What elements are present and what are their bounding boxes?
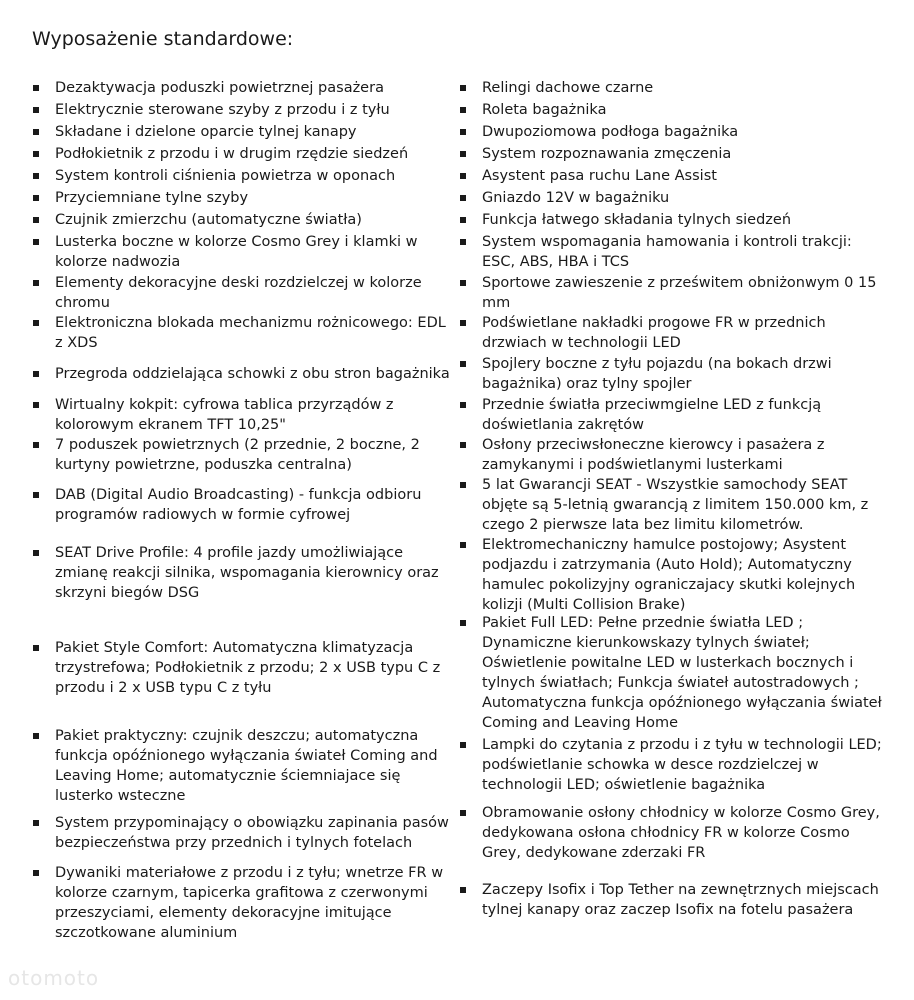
list-item: Obramowanie osłony chłodnicy w kolorze Cosmo Grey, dedykowana osłona chłodnicy FR w kolorze Cosmo Grey, dedykowane zderzaki FR	[460, 803, 885, 863]
bullet-icon	[33, 173, 39, 179]
bullet-icon	[460, 887, 466, 893]
bullet-icon	[33, 280, 39, 286]
list-item: Czujnik zmierzchu (automatyczne światła)	[33, 210, 458, 230]
bullet-icon	[33, 320, 39, 326]
bullet-icon	[460, 482, 466, 488]
list-item: SEAT Drive Profile: 4 profile jazdy umożliwiające zmianę reakcji silnika, wspomagania kierownicy oraz skrzyni biegów DSG	[33, 543, 458, 603]
list-item: Lampki do czytania z przodu i z tyłu w technologii LED; podświetlanie schowka w desce rozdzielczej w technologii LED; oświetlenie bagażnika	[460, 735, 885, 795]
list-item: Spojlery boczne z tyłu pojazdu (na bokach drzwi bagażnika) oraz tylny spojler	[460, 354, 885, 394]
bullet-icon	[33, 870, 39, 876]
list-item: Przednie światła przeciwmgielne LED z funkcją doświetlania zakrętów	[460, 395, 885, 435]
bullet-icon	[460, 129, 466, 135]
list-item: Roleta bagażnika	[460, 100, 885, 120]
list-item: System rozpoznawania zmęczenia	[460, 144, 885, 164]
list-item: Lusterka boczne w kolorze Cosmo Grey i klamki w kolorze nadwozia	[33, 232, 458, 272]
list-item: Pakiet praktyczny: czujnik deszczu; automatyczna funkcja opóźnionego wyłączania świateł Coming and Leaving Home; automatycznie ściemniajace się lusterko wsteczne	[33, 726, 458, 806]
bullet-icon	[33, 239, 39, 245]
bullet-icon	[33, 85, 39, 91]
list-item: Dywaniki materiałowe z przodu i z tyłu; wnetrze FR w kolorze czarnym, tapicerka grafitowa z czerwonymi przeszyciami, elementy dekoracyjne imitujące szczotkowane aluminium	[33, 863, 458, 943]
bullet-icon	[33, 107, 39, 113]
bullet-icon	[460, 195, 466, 201]
bullet-icon	[33, 129, 39, 135]
bullet-icon	[460, 151, 466, 157]
list-item: System przypominający o obowiązku zapinania pasów bezpieczeństwa przy przednich i tylnych fotelach	[33, 813, 458, 853]
list-item: Zaczepy Isofix i Top Tether na zewnętrznych miejscach tylnej kanapy oraz zaczep Isofix na fotelu pasażera	[460, 880, 885, 920]
list-item: Podłokietnik z przodu i w drugim rzędzie siedzeń	[33, 144, 458, 164]
bullet-icon	[460, 173, 466, 179]
bullet-icon	[460, 742, 466, 748]
list-item: System kontroli ciśnienia powietrza w oponach	[33, 166, 458, 186]
bullet-icon	[460, 810, 466, 816]
list-item: Funkcja łatwego składania tylnych siedzeń	[460, 210, 885, 230]
watermark: otomoto	[8, 966, 100, 990]
bullet-icon	[460, 107, 466, 113]
bullet-icon	[33, 733, 39, 739]
bullet-icon	[33, 195, 39, 201]
bullet-icon	[460, 217, 466, 223]
list-item: 5 lat Gwarancji SEAT - Wszystkie samochody SEAT objęte są 5-letnią gwarancją z limitem 150.000 km, z czego 2 pierwsze lata bez limitu kilometrów.	[460, 475, 885, 535]
bullet-icon	[33, 151, 39, 157]
list-item: Pakiet Full LED: Pełne przednie światła LED ; Dynamiczne kierunkowskazy tylnych świateł; Oświetlenie powitalne LED w lusterkach bocznych i tylnych światłach; Funkcja świateł autostradowych ; Automatyczna funkcja opóźnionego wyłączania świateł Coming and Leaving Home	[460, 613, 885, 733]
list-item: Osłony przeciwsłoneczne kierowcy i pasażera z zamykanymi i podświetlanymi lusterkami	[460, 435, 885, 475]
bullet-icon	[460, 85, 466, 91]
bullet-icon	[33, 371, 39, 377]
list-item: Elektromechaniczny hamulce postojowy; Asystent podjazdu i zatrzymania (Auto Hold); Automatyczny hamulec pokolizyjny ograniczajacy skutki kolejnych kolizji (Multi Collision Brake)	[460, 535, 885, 615]
bullet-icon	[460, 280, 466, 286]
list-item: Pakiet Style Comfort: Automatyczna klimatyzacja trzystrefowa; Podłokietnik z przodu; 2 x USB typu C z przodu i 2 x USB typu C z tyłu	[33, 638, 458, 698]
bullet-icon	[460, 442, 466, 448]
list-item: Elektroniczna blokada mechanizmu rożnicowego: EDL z XDS	[33, 313, 458, 353]
list-item: Elektrycznie sterowane szyby z przodu i z tyłu	[33, 100, 458, 120]
bullet-icon	[33, 217, 39, 223]
list-item: Gniazdo 12V w bagażniku	[460, 188, 885, 208]
list-item: Asystent pasa ruchu Lane Assist	[460, 166, 885, 186]
list-item: Dwupoziomowa podłoga bagażnika	[460, 122, 885, 142]
bullet-icon	[460, 361, 466, 367]
bullet-icon	[460, 320, 466, 326]
list-item: 7 poduszek powietrznych (2 przednie, 2 boczne, 2 kurtyny powietrzne, poduszka centralna)	[33, 435, 458, 475]
bullet-icon	[33, 442, 39, 448]
list-item: System wspomagania hamowania i kontroli trakcji: ESC, ABS, HBA i TCS	[460, 232, 885, 272]
list-item: Przegroda oddzielająca schowki z obu stron bagażnika	[33, 364, 458, 384]
bullet-icon	[460, 239, 466, 245]
bullet-icon	[33, 550, 39, 556]
bullet-icon	[33, 492, 39, 498]
bullet-icon	[460, 620, 466, 626]
page-title: Wyposażenie standardowe:	[32, 28, 294, 50]
list-item: Podświetlane nakładki progowe FR w przednich drzwiach w technologii LED	[460, 313, 885, 353]
list-item: Dezaktywacja poduszki powietrznej pasażera	[33, 78, 458, 98]
list-item: Przyciemniane tylne szyby	[33, 188, 458, 208]
bullet-icon	[460, 402, 466, 408]
bullet-icon	[33, 402, 39, 408]
bullet-icon	[33, 645, 39, 651]
list-item: Sportowe zawieszenie z prześwitem obniżonwym 0 15 mm	[460, 273, 885, 313]
bullet-icon	[33, 820, 39, 826]
list-item: Relingi dachowe czarne	[460, 78, 885, 98]
list-item: Składane i dzielone oparcie tylnej kanapy	[33, 122, 458, 142]
bullet-icon	[460, 542, 466, 548]
list-item: DAB (Digital Audio Broadcasting) - funkcja odbioru programów radiowych w formie cyfrowej	[33, 485, 458, 525]
list-item: Elementy dekoracyjne deski rozdzielczej w kolorze chromu	[33, 273, 458, 313]
list-item: Wirtualny kokpit: cyfrowa tablica przyrządów z kolorowym ekranem TFT 10,25"	[33, 395, 458, 435]
